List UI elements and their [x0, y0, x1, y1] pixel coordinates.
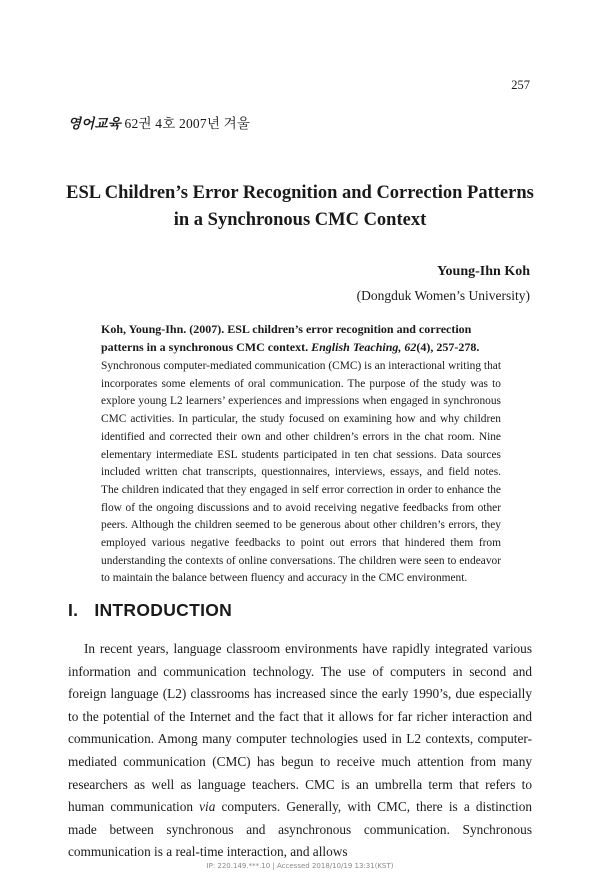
- citation-text: Koh, Young-Ihn. (2007). ESL children’s error recognition and correction patterns in a synchronous CMC context.: [101, 322, 472, 354]
- body-paragraph: [68, 638, 532, 864]
- journal-name: 영어교육: [68, 116, 121, 131]
- body-text-part1: In recent years, language classroom environments have rapidly integrated various information and communication technology. The use of computers in second and foreign language (L2) classrooms has increased since the early 1990’s, due especially to the potential of the Internet and the fact that it allows for far richer interaction and communication. Among many computer technologies used in L2 contexts, computer-mediated communication (CMC) has begun to receive much attention from many researchers as well as language teachers. CMC is an umbrella term that refers to human communication: [68, 641, 532, 815]
- journal-header: [68, 112, 250, 132]
- citation: [101, 320, 501, 356]
- body-text-part2: computers. Generally, with CMC, there is a distinction made between synchronous and asynchronous communication. Synchronous communication is a real-time interaction, and allows: [68, 799, 532, 860]
- section-title: INTRODUCTION: [94, 600, 233, 620]
- abstract: Synchronous computer-mediated communication (CMC) is an interactional writing that incorporates some elements of oral communication. The purpose of the study was to explore young L2 learners’ experiences and impressions when engaged in synchronous CMC activities. In particular, the study focused on examining how and why children identified and corrected their own and other children’s errors in the chat room. Nine elementary intermediate ESL students participated in ten chat sessions. Data sources included written chat transcripts, questionnaires, interviews, essays, and field notes. The children indicated that they engaged in self error correction in order to enhance the flow of the ongoing discussions and to avoid receiving negative feedbacks from other peers. Although the children seemed to be generous about other children’s errors, they employed various negative feedbacks to point out errors that hindered them from understanding the contexts of online conversations. The children were seen to endeavor to maintain the balance between fluency and accuracy in the CMC environment.: [101, 360, 501, 585]
- citation-rest: (4), 257-278.: [416, 340, 480, 354]
- access-footer: IP: 220.149.***.10 | Accessed 2018/10/19 13:31(KST): [206, 862, 394, 870]
- paper-title-line2: in a Synchronous CMC Context: [173, 210, 427, 230]
- body-text-italic: via: [199, 799, 216, 815]
- journal-issue: 62권 4호 2007년 겨울: [124, 116, 251, 131]
- paper-title: [0, 180, 600, 234]
- section-heading: [68, 600, 232, 621]
- author-affiliation: (Dongduk Women’s University): [356, 288, 530, 303]
- page-number: 257: [511, 78, 530, 92]
- section-number: I.: [68, 600, 79, 620]
- author-name: Young-Ihn Koh: [437, 264, 530, 279]
- citation-journal: English Teaching, 62: [311, 340, 417, 354]
- paper-title-line1: ESL Children’s Error Recognition and Correction Patterns: [66, 183, 534, 203]
